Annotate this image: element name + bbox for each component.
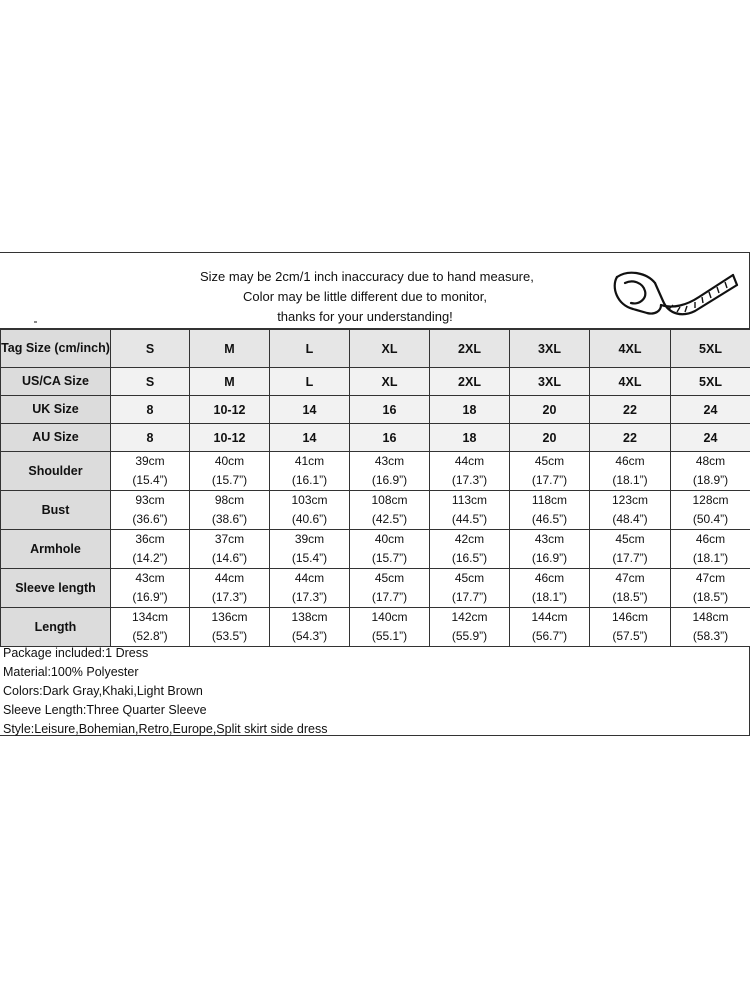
cm-value: 44cm (454, 454, 485, 468)
inch-value: (18.1”) (692, 551, 729, 565)
row-label-tag-size: Tag Size (cm/inch) (1, 330, 111, 368)
cm-value: 46cm (615, 454, 645, 468)
table-cell: 14 (270, 424, 350, 452)
cm-value: 39cm (294, 532, 325, 546)
table-cell (190, 452, 270, 491)
cm-value: 46cm (695, 532, 726, 546)
cm-value: 37cm (214, 532, 245, 546)
table-cell (111, 569, 190, 608)
table-row (1, 452, 750, 491)
row-label-length: Length (1, 608, 111, 647)
table-cell (510, 608, 590, 647)
table-cell (671, 569, 750, 608)
cm-value: 134cm (131, 610, 169, 624)
table-row (1, 491, 750, 530)
table-cell: 3XL (510, 330, 590, 368)
cm-value: 44cm (214, 571, 245, 585)
row-label-sleeve-length: Sleeve length (1, 569, 111, 608)
cm-value: 46cm (534, 571, 565, 585)
info-package: Package included:1 Dress (3, 646, 149, 660)
product-info (0, 643, 749, 736)
inch-value: (16.5”) (451, 551, 488, 565)
info-material: Material:100% Polyester (3, 665, 139, 679)
table-cell: 20 (510, 396, 590, 424)
table-cell (270, 608, 350, 647)
cm-value: 47cm (615, 571, 645, 585)
table-cell: XL (350, 368, 430, 396)
table-cell (270, 452, 350, 491)
inch-value: (52.8”) (132, 629, 168, 643)
table-cell: 8 (111, 396, 190, 424)
table-cell (590, 608, 671, 647)
cm-value: 123cm (611, 493, 649, 507)
cm-value: 118cm (531, 493, 568, 507)
row-label-us-ca-size: US/CA Size (1, 368, 111, 396)
table-cell (671, 608, 750, 647)
table-cell: 22 (590, 424, 671, 452)
cm-value: 45cm (374, 571, 405, 585)
inch-value: (15.7”) (371, 551, 408, 565)
table-row (1, 396, 750, 424)
cm-value: 136cm (211, 610, 248, 624)
cm-value: 43cm (135, 571, 165, 585)
table-cell (111, 452, 190, 491)
table-cell: M (190, 330, 270, 368)
inch-value: (16.9”) (132, 590, 168, 604)
cm-value: 144cm (531, 610, 568, 624)
cm-value: 108cm (371, 493, 408, 507)
table-cell (510, 491, 590, 530)
row-label-bust: Bust (1, 491, 111, 530)
inch-value: (44.5”) (451, 512, 488, 526)
info-colors: Colors:Dark Gray,Khaki,Light Brown (3, 684, 203, 698)
cm-value: 113cm (451, 493, 488, 507)
inch-value: (38.6”) (211, 512, 248, 526)
inch-value: (14.6”) (211, 551, 248, 565)
row-label-shoulder: Shoulder (1, 452, 111, 491)
inch-value: (17.7”) (451, 590, 488, 604)
table-cell: 18 (430, 424, 510, 452)
inch-value: (16.9”) (371, 473, 408, 487)
cm-value: 48cm (695, 454, 726, 468)
inch-value: (46.5”) (531, 512, 568, 526)
info-style: Style:Leisure,Bohemian,Retro,Europe,Split skirt side dress (3, 722, 328, 736)
table-cell (350, 491, 430, 530)
table-cell: 22 (590, 396, 671, 424)
cm-value: 148cm (692, 610, 729, 624)
table-cell: 16 (350, 396, 430, 424)
row-label-armhole: Armhole (1, 530, 111, 569)
table-cell: M (190, 368, 270, 396)
notice-banner (0, 253, 749, 329)
table-cell (190, 491, 270, 530)
table-cell (190, 569, 270, 608)
cm-value: 43cm (374, 454, 405, 468)
cm-value: 140cm (371, 610, 408, 624)
inch-value: (58.3”) (692, 629, 729, 643)
inch-value: (36.6”) (132, 512, 168, 526)
inch-value: (40.6”) (291, 512, 328, 526)
table-cell (430, 491, 510, 530)
cm-value: 40cm (214, 454, 245, 468)
cm-value: 45cm (534, 454, 565, 468)
table-cell (590, 530, 671, 569)
notice-line-1: Size may be 2cm/1 inch inaccuracy due to hand measure, (200, 269, 534, 284)
notice-line-3: thanks for your understanding! (277, 309, 453, 324)
table-cell: L (270, 368, 350, 396)
table-cell (510, 569, 590, 608)
table-cell: 4XL (590, 330, 671, 368)
cm-value: 138cm (291, 610, 328, 624)
table-cell: 24 (671, 424, 750, 452)
measuring-tape-icon (603, 261, 743, 327)
table-row (1, 530, 750, 569)
cm-value: 45cm (615, 532, 645, 546)
notice-text (200, 267, 534, 327)
table-cell (671, 491, 750, 530)
inch-value: (18.1”) (531, 590, 568, 604)
table-cell (671, 530, 750, 569)
table-cell (430, 452, 510, 491)
cm-value: 47cm (695, 571, 726, 585)
cm-value: 41cm (294, 454, 325, 468)
size-table (0, 329, 750, 647)
cm-value: 42cm (454, 532, 485, 546)
cm-value: 45cm (454, 571, 485, 585)
cm-value: 128cm (692, 493, 729, 507)
inch-value: (18.9”) (692, 473, 729, 487)
inch-value: (17.7”) (612, 551, 648, 565)
table-cell (270, 491, 350, 530)
info-sleeve-length: Sleeve Length:Three Quarter Sleeve (3, 703, 207, 717)
table-cell: 10-12 (190, 396, 270, 424)
table-cell (111, 608, 190, 647)
inch-value: (57.5”) (612, 629, 648, 643)
row-label-uk-size: UK Size (1, 396, 111, 424)
inch-value: (17.3”) (451, 473, 488, 487)
table-cell (270, 569, 350, 608)
table-cell (510, 452, 590, 491)
table-cell (671, 452, 750, 491)
inch-value: (17.3”) (211, 590, 248, 604)
inch-value: (17.7”) (531, 473, 568, 487)
inch-value: (17.3”) (291, 590, 328, 604)
cm-value: 103cm (291, 493, 328, 507)
cm-value: 142cm (451, 610, 488, 624)
inch-value: (14.2”) (132, 551, 168, 565)
table-cell: 2XL (430, 368, 510, 396)
table-cell: 4XL (590, 368, 671, 396)
speck-mark (34, 321, 37, 323)
table-cell (350, 452, 430, 491)
table-row (1, 569, 750, 608)
cm-value: 39cm (135, 454, 165, 468)
cm-value: 146cm (611, 610, 649, 624)
table-row (1, 368, 750, 396)
inch-value: (15.4”) (132, 473, 168, 487)
table-cell (111, 491, 190, 530)
inch-value: (56.7”) (531, 629, 568, 643)
table-cell: S (111, 330, 190, 368)
table-row (1, 330, 750, 368)
cm-value: 43cm (534, 532, 565, 546)
inch-value: (18.5”) (692, 590, 729, 604)
table-cell: S (111, 368, 190, 396)
table-row (1, 424, 750, 452)
cm-value: 98cm (214, 493, 245, 507)
table-cell (430, 608, 510, 647)
table-cell: 18 (430, 396, 510, 424)
inch-value: (50.4”) (692, 512, 729, 526)
table-cell (350, 530, 430, 569)
table-cell (111, 530, 190, 569)
inch-value: (53.5”) (211, 629, 248, 643)
table-cell: 5XL (671, 368, 750, 396)
inch-value: (18.1”) (612, 473, 648, 487)
inch-value: (17.7”) (371, 590, 408, 604)
inch-value: (15.4”) (291, 551, 328, 565)
table-cell: 2XL (430, 330, 510, 368)
table-cell: XL (350, 330, 430, 368)
table-row (1, 608, 750, 647)
inch-value: (16.9”) (531, 551, 568, 565)
inch-value: (18.5”) (612, 590, 648, 604)
table-cell: 16 (350, 424, 430, 452)
table-cell: 24 (671, 396, 750, 424)
cm-value: 93cm (135, 493, 165, 507)
inch-value: (55.9”) (451, 629, 488, 643)
inch-value: (55.1”) (371, 629, 408, 643)
table-cell (430, 569, 510, 608)
table-cell: 10-12 (190, 424, 270, 452)
table-cell (590, 452, 671, 491)
inch-value: (42.5”) (371, 512, 408, 526)
table-cell: L (270, 330, 350, 368)
cm-value: 40cm (374, 532, 405, 546)
row-label-au-size: AU Size (1, 424, 111, 452)
notice-line-2: Color may be little different due to monitor, (243, 289, 487, 304)
inch-value: (48.4”) (612, 512, 648, 526)
table-cell (350, 569, 430, 608)
table-cell: 8 (111, 424, 190, 452)
table-cell: 20 (510, 424, 590, 452)
inch-value: (54.3”) (291, 629, 328, 643)
inch-value: (16.1”) (291, 473, 328, 487)
table-cell (190, 608, 270, 647)
table-cell (350, 608, 430, 647)
table-cell (190, 530, 270, 569)
inch-value: (15.7”) (211, 473, 248, 487)
table-cell (430, 530, 510, 569)
table-cell (510, 530, 590, 569)
cm-value: 36cm (135, 532, 165, 546)
table-cell (270, 530, 350, 569)
cm-value: 44cm (294, 571, 325, 585)
table-cell (590, 569, 671, 608)
table-cell: 3XL (510, 368, 590, 396)
table-cell: 5XL (671, 330, 750, 368)
table-cell (590, 491, 671, 530)
table-cell: 14 (270, 396, 350, 424)
size-chart-sheet (0, 252, 750, 736)
